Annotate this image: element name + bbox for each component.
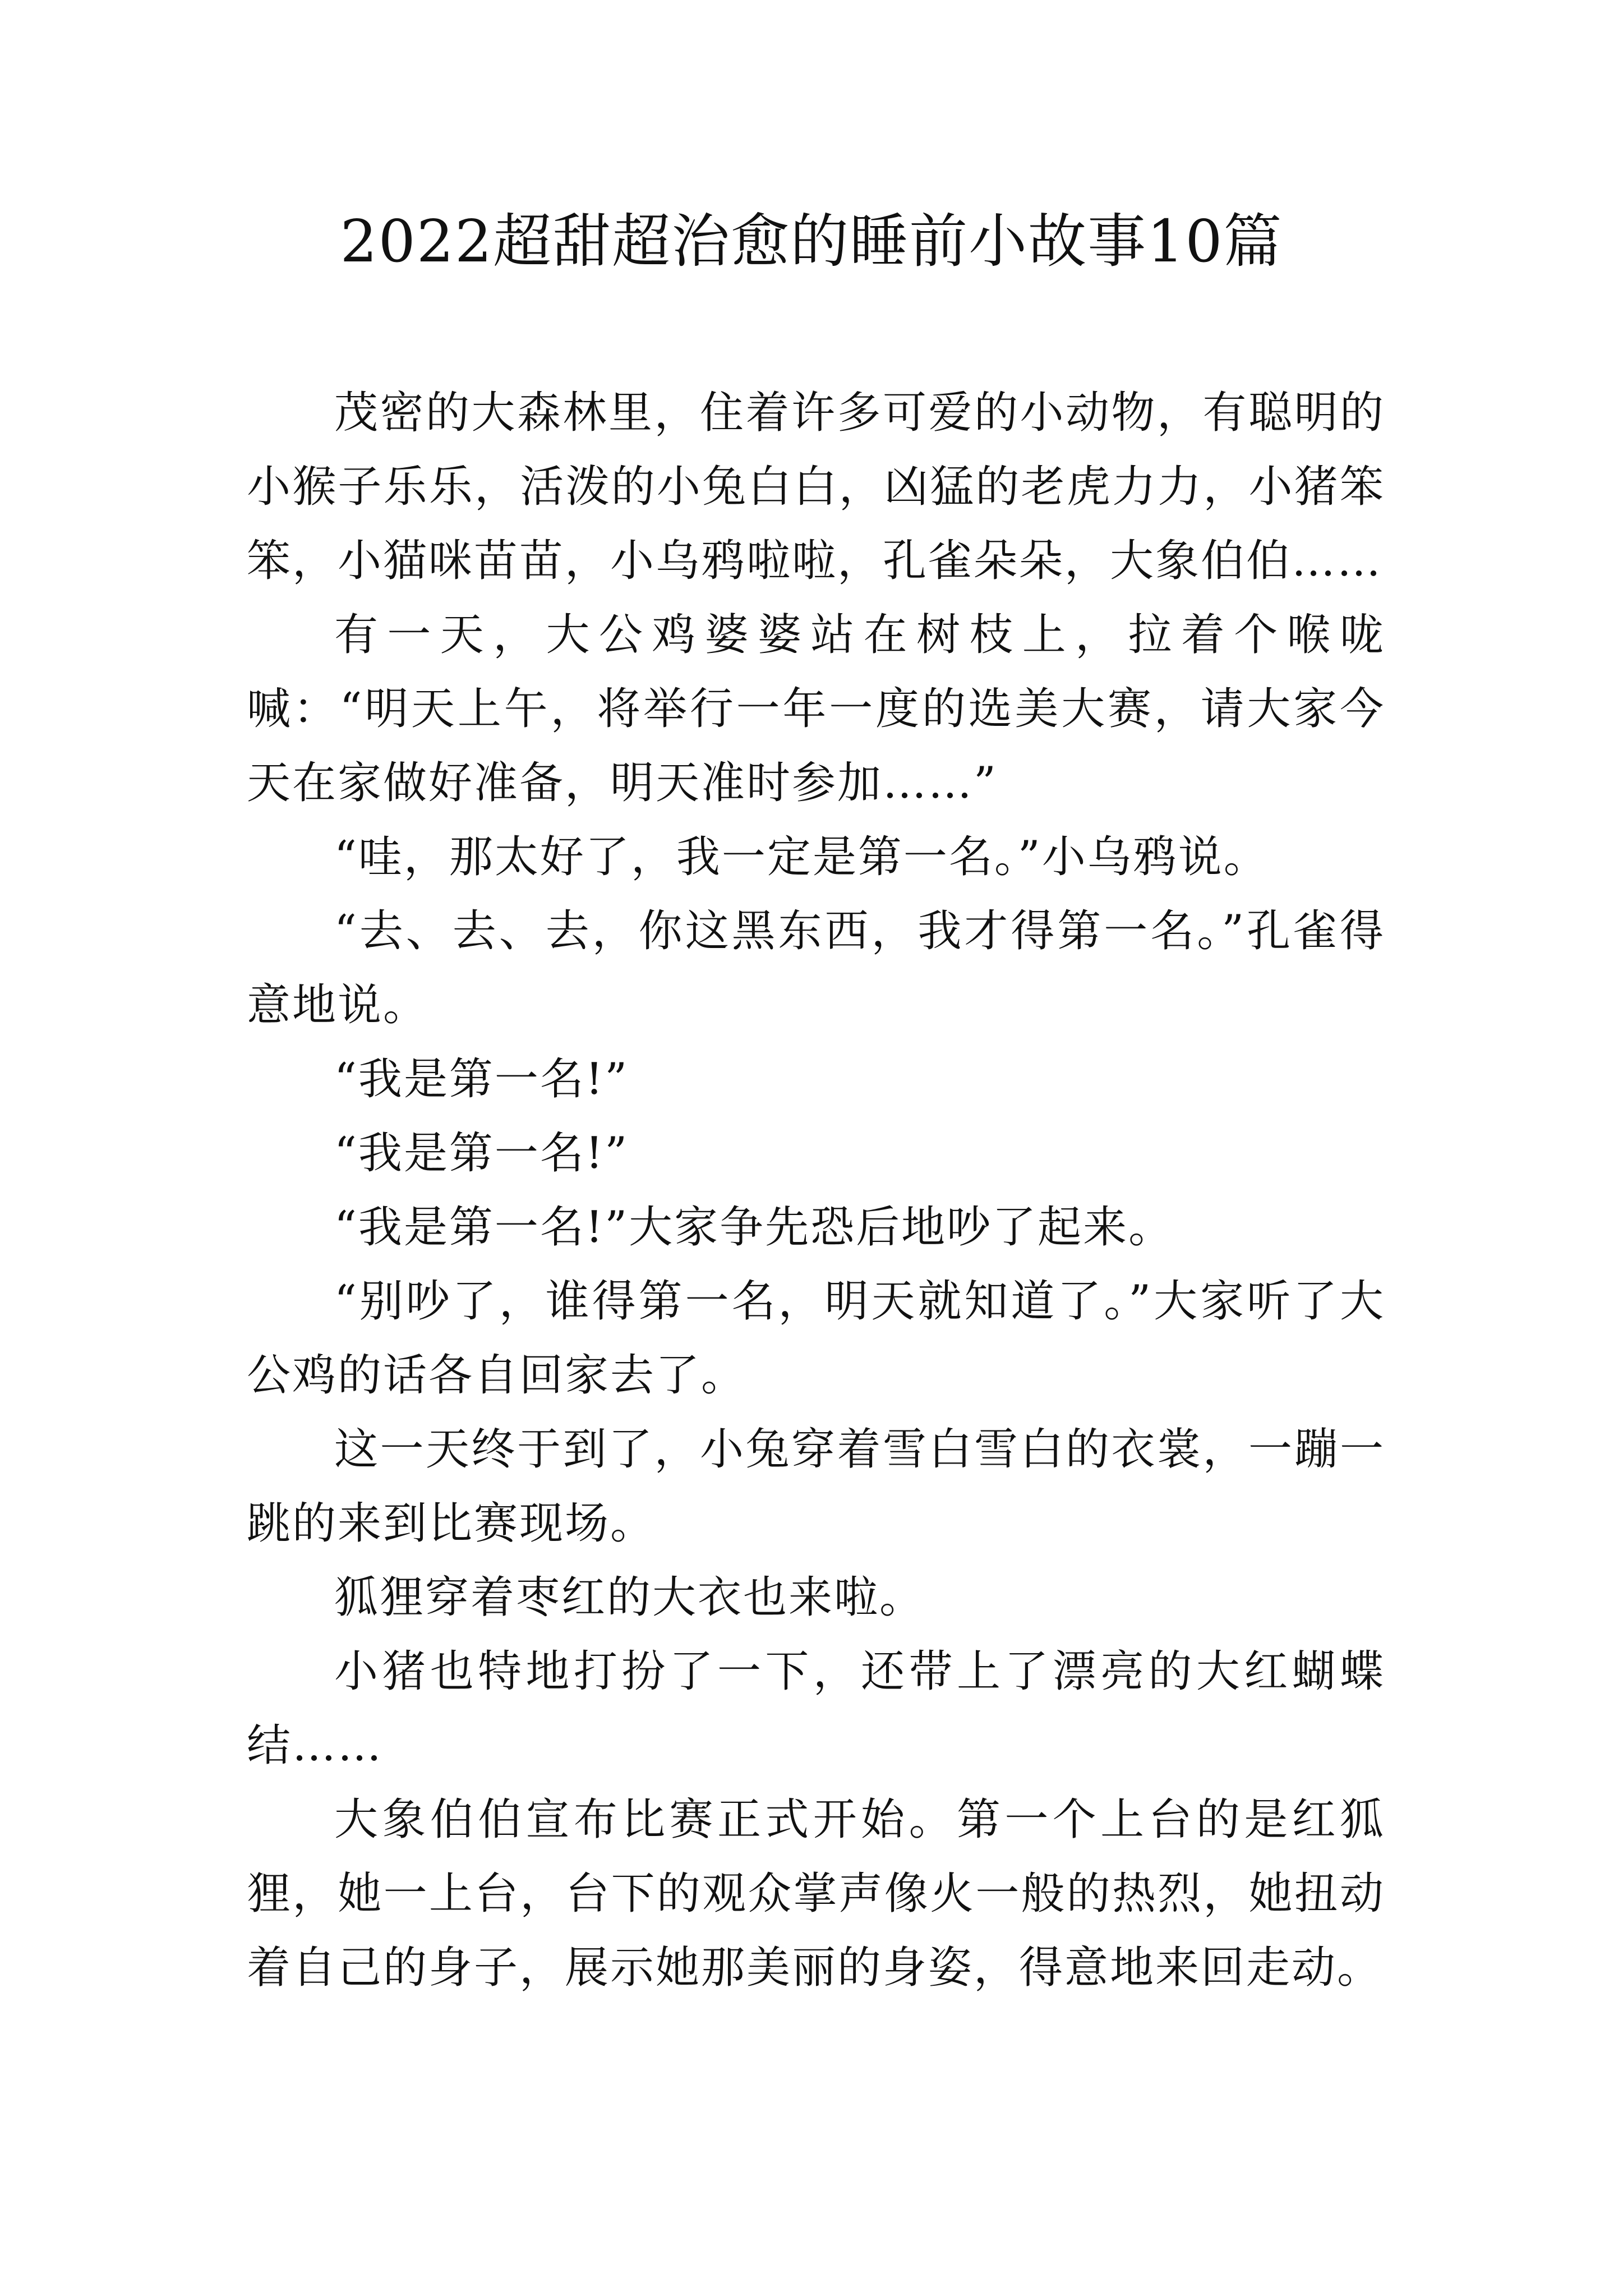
- paragraph: “哇，那太好了，我一定是第一名。”小乌鸦说。: [334, 832, 1269, 882]
- paragraph: 茂密的大森林里，住着许多可爱的小动物，有聪明的小猴子乐乐，活泼的小兔白白，凶猛的老虎力力，小猪笨笨，小猫咪苗苗，小乌鸦啦啦，孔雀朵朵，大象伯伯……: [247, 388, 1385, 586]
- paragraph: “我是第一名!”: [334, 1054, 629, 1105]
- document-body: [247, 376, 1385, 2005]
- paragraph: “我是第一名!”大家争先恐后地吵了起来。: [334, 1202, 1174, 1253]
- paragraph: “去、去、去，你这黑东西，我才得第一名。”孔雀得意地说。: [247, 906, 1385, 1030]
- paragraph: 这一天终于到了，小兔穿着雪白雪白的衣裳，一蹦一跳的来到比赛现场。: [247, 1424, 1385, 1549]
- document-title: 2022超甜超治愈的睡前小故事10篇: [340, 207, 1283, 275]
- paragraph: 小猪也特地打扮了一下，还带上了漂亮的大红蝴蝶结……: [247, 1646, 1385, 1771]
- paragraph: “别吵了，谁得第一名，明天就知道了。”大家听了大公鸡的话各自回家去了。: [247, 1276, 1385, 1401]
- paragraph: 大象伯伯宣布比赛正式开始。第一个上台的是红狐狸，她一上台，台下的观众掌声像火一般的热烈，她扭动着自己的身子，展示她那美丽的身姿，得意地来回走动。: [247, 1795, 1385, 1993]
- paragraph: 狐狸穿着枣红的大衣也来啦。: [334, 1572, 925, 1623]
- paragraph: 有一天，大公鸡婆婆站在树枝上，拉着个喉咙喊：“明天上午，将举行一年一度的选美大赛，请大家今天在家做好准备，明天准时参加……”: [247, 610, 1385, 808]
- paragraph: “我是第一名!”: [334, 1128, 629, 1179]
